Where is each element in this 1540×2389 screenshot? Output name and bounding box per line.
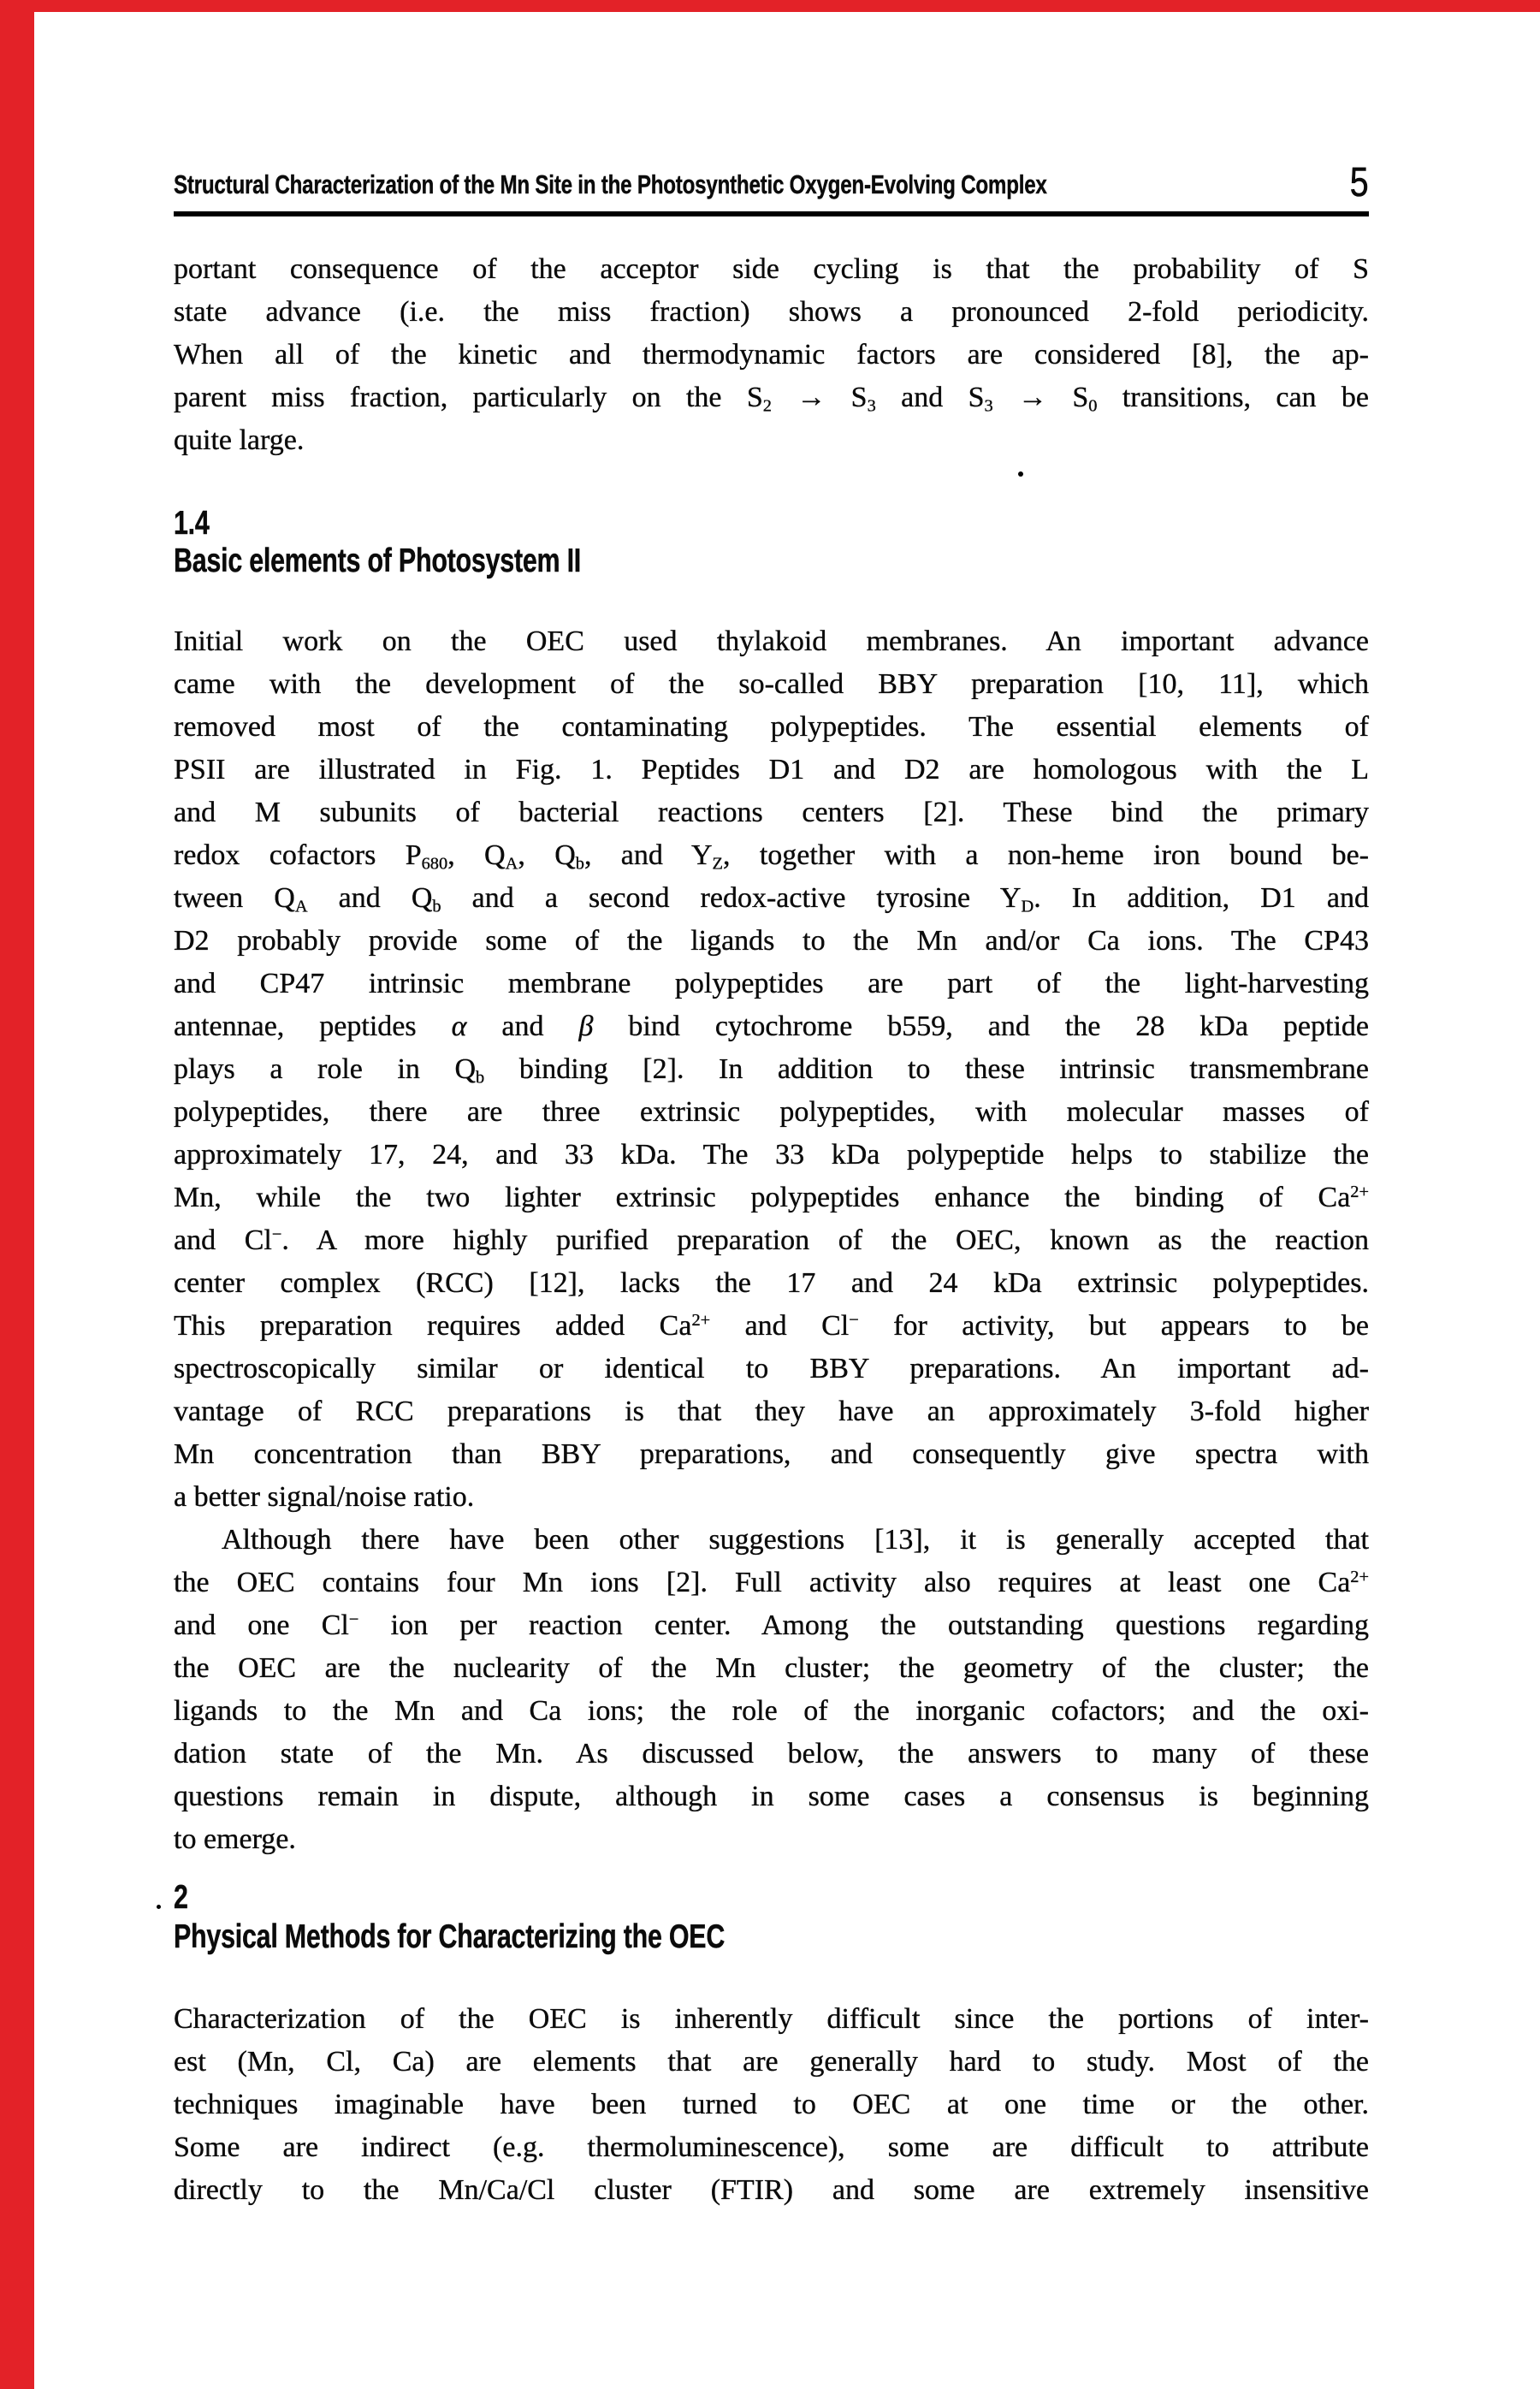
text-line: Mn, while the two lighter extrinsic polypeptides enhance the binding of $Ca^{2+}$ (174, 1182, 1369, 1213)
text-line: plays a role in $Q_b$ binding [2]. In addition to these intrinsic transmembrane (174, 1053, 1369, 1088)
text-line: Mn concentration than BBY preparations, and consequently give spectra with (174, 1438, 1369, 1470)
section-title-basic-elements (174, 542, 696, 580)
section-title-text: Basic elements of Photosystem II (174, 542, 582, 579)
scan-edge-left (0, 0, 34, 2389)
text-line: This preparation requires added $Ca^{2+}$ and Cl− for activity, but appears to be (174, 1310, 1370, 1342)
section-number-text: 1.4 (174, 505, 210, 542)
text-line: the OEC are the nuclearity of the Mn cluster; the geometry of the cluster; the (174, 1652, 1369, 1684)
text-line: PSII are illustrated in Fig. 1. Peptides D1 and D2 are homologous with the L (174, 754, 1369, 785)
text-line: a better signal/noise ratio. (174, 1481, 475, 1513)
text-line: directly to the Mn/Ca/Cl cluster (FTIR) and some are extremely insensitive (174, 2174, 1369, 2206)
text-line: dation state of the Mn. As discussed below, the answers to many of these (174, 1738, 1369, 1770)
section-number-text: 2 (174, 1879, 188, 1916)
section-title-text: Physical Methods for Characterizing the OEC (174, 1918, 726, 1955)
text-line: vantage of RCC preparations is that they have an approximately 3-fold higher (174, 1396, 1369, 1427)
text-line: center complex (RCC) [12], lacks the 17 and 24 kDa extrinsic polypeptides. (174, 1267, 1369, 1299)
text-line: Although there have been other suggestions [13], it is generally accepted that (222, 1524, 1369, 1556)
paragraph-psii-elements (174, 620, 1369, 1519)
text-line: antennae, peptides α and β bind cytochrome b559, and the 28 kDa peptide (174, 1011, 1370, 1042)
text-line: and one Cl− ion per reaction center. Among the outstanding questions regarding (174, 1609, 1369, 1641)
text-line: questions remain in dispute, although in some cases a consensus is beginning (174, 1781, 1369, 1812)
paragraph-four-mn-ions (174, 1519, 1369, 1861)
text-line: est (Mn, Cl, Ca) are elements that are generally hard to study. Most of the (174, 2046, 1369, 2078)
scan-artifact-dot (1018, 471, 1023, 477)
text-line: techniques imaginable have been turned to OEC at one time or the other. (174, 2089, 1369, 2120)
text-line: portant consequence of the acceptor side cycling is that the probability of S (174, 253, 1369, 285)
text-line: redox cofactors $P_{680}$, $Q_A$, $Q_b$, and $Y_Z$, together with a non-heme iron bound be- (174, 839, 1369, 874)
text-line: Some are indirect (e.g. thermoluminescence), some are difficult to attribute (174, 2131, 1369, 2163)
paragraph-acceptor-side (174, 248, 1369, 462)
text-line: spectroscopically similar or identical to BBY preparations. An important ad- (174, 1353, 1369, 1384)
running-header (174, 160, 1369, 209)
text-line: removed most of the contaminating polypeptides. The essential elements of (174, 711, 1369, 743)
header-rule (174, 211, 1369, 216)
text-line: and Cl−. A more highly purified preparation of the OEC, known as the reaction (174, 1224, 1369, 1256)
text-line: parent miss fraction, particularly on the $S_2 \to S_3$ and $S_3 \to S_0$ transitions, can be (174, 382, 1369, 416)
page-number: 5 (1350, 160, 1369, 205)
text-line: approximately 17, 24, and 33 kDa. The 33 kDa polypeptide helps to stabilize the (174, 1139, 1369, 1171)
text-line: ligands to the Mn and Ca ions; the role of the inorganic cofactors; and the oxi- (174, 1695, 1369, 1727)
section-number-2 (174, 1879, 192, 1917)
text-line: When all of the kinetic and thermodynamic factors are considered [8], the ap- (174, 339, 1369, 371)
text-line: to emerge. (174, 1823, 296, 1855)
text-line: and M subunits of bacterial reactions centers [2]. These bind the primary (174, 797, 1369, 828)
section-title-physical-methods (174, 1918, 880, 1956)
text-line: state advance (i.e. the miss fraction) shows a pronounced 2-fold periodicity. (174, 296, 1369, 328)
text-line: came with the development of the so-called BBY preparation [10, 11], which (174, 668, 1369, 700)
text-line: and CP47 intrinsic membrane polypeptides are part of the light-harvesting (174, 968, 1369, 999)
text-line: quite large. (174, 424, 305, 456)
text-line: tween $Q_A$ and $Q_b$ and a second redox-active tyrosine $Y_D$. In addition, D1 and (174, 882, 1369, 916)
running-header-title: Structural Characterization of the Mn Site in the Photosynthetic Oxygen-Evolving Complex (174, 169, 1047, 199)
text-line: D2 probably provide some of the ligands to the Mn and/or Ca ions. The CP43 (174, 925, 1369, 957)
section-number-1-4 (174, 505, 219, 542)
text-line: Characterization of the OEC is inherently difficult since the portions of inter- (174, 2003, 1369, 2035)
text-line: Initial work on the OEC used thylakoid membranes. An important advance (174, 625, 1369, 657)
text-line: the OEC contains four Mn ions [2]. Full activity also requires at least one $Ca^{2+}$ (174, 1567, 1369, 1598)
scan-artifact-dot (157, 1905, 161, 1909)
text-line: polypeptides, there are three extrinsic polypeptides, with molecular masses of (174, 1096, 1369, 1128)
paragraph-characterization (174, 1998, 1369, 2212)
page-content (174, 0, 1369, 2389)
